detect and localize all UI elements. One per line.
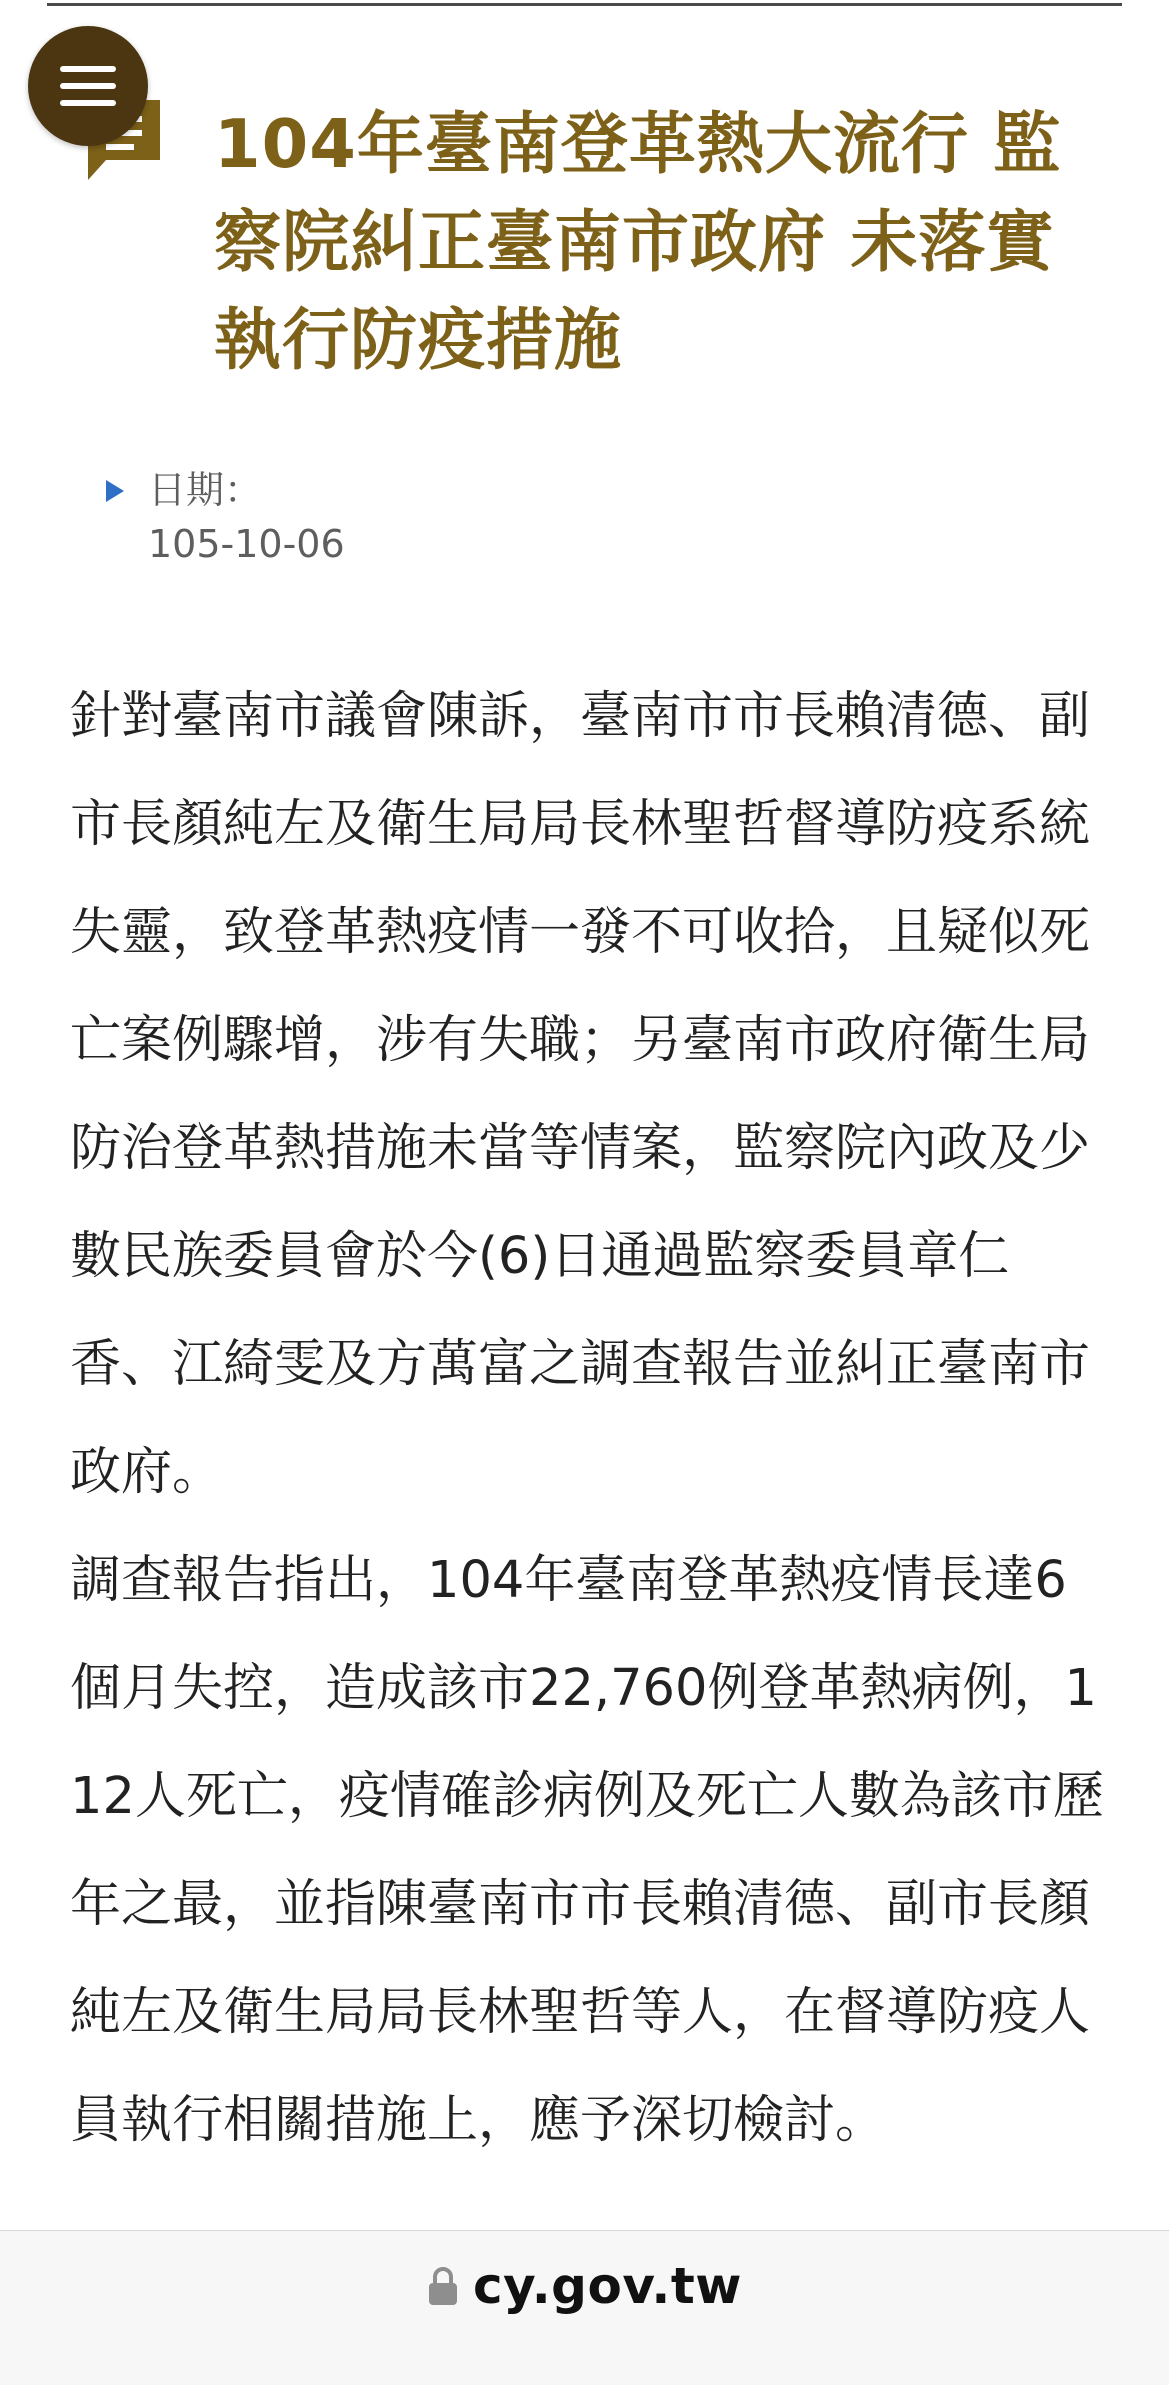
date-value: 105-10-06 [148,522,345,566]
triangle-bullet-icon [106,480,124,502]
address-display[interactable] [0,2257,1169,2315]
hamburger-menu-icon [60,66,116,106]
top-divider [47,3,1122,6]
article-paragraph-1: 針對臺南市議會陳訴，臺南市市長賴清德、副市長顏純左及衛生局局長林聖哲督導防疫系統失靈，致登革熱疫情一發不可收拾，且疑似死亡案例驟增，涉有失職；另臺南市政府衛生局防治登革熱措施未當等情案，監察院內政及少數民族委員會於今(6)日通過監察委員章仁香、江綺雯及方萬富之調查報告並糾正臺南市政府。 [70,687,1091,1502]
address-url[interactable]: cy.gov.tw [473,2257,742,2315]
date-label: 日期： [148,468,263,512]
browser-address-bar[interactable] [0,2230,1169,2385]
menu-button[interactable] [28,26,148,146]
article-body [70,663,1110,2230]
article-paragraph-2: 調查報告指出，104年臺南登革熱疫情長達6個月失控，造成該市22,760例登革熱病例，112人死亡，疫情確診病例及死亡人數為該市歷年之最，並指陳臺南市市長賴清德、副市長顏純左及衛生局局長林聖哲等人，在督導防疫人員執行相關措施上，應予深切檢討。 [70,1551,1104,2150]
lock-icon [427,2265,459,2307]
page-title: 104年臺南登革熱大流行 監察院糾正臺南市政府 未落實執行防疫措施 [214,105,1062,379]
